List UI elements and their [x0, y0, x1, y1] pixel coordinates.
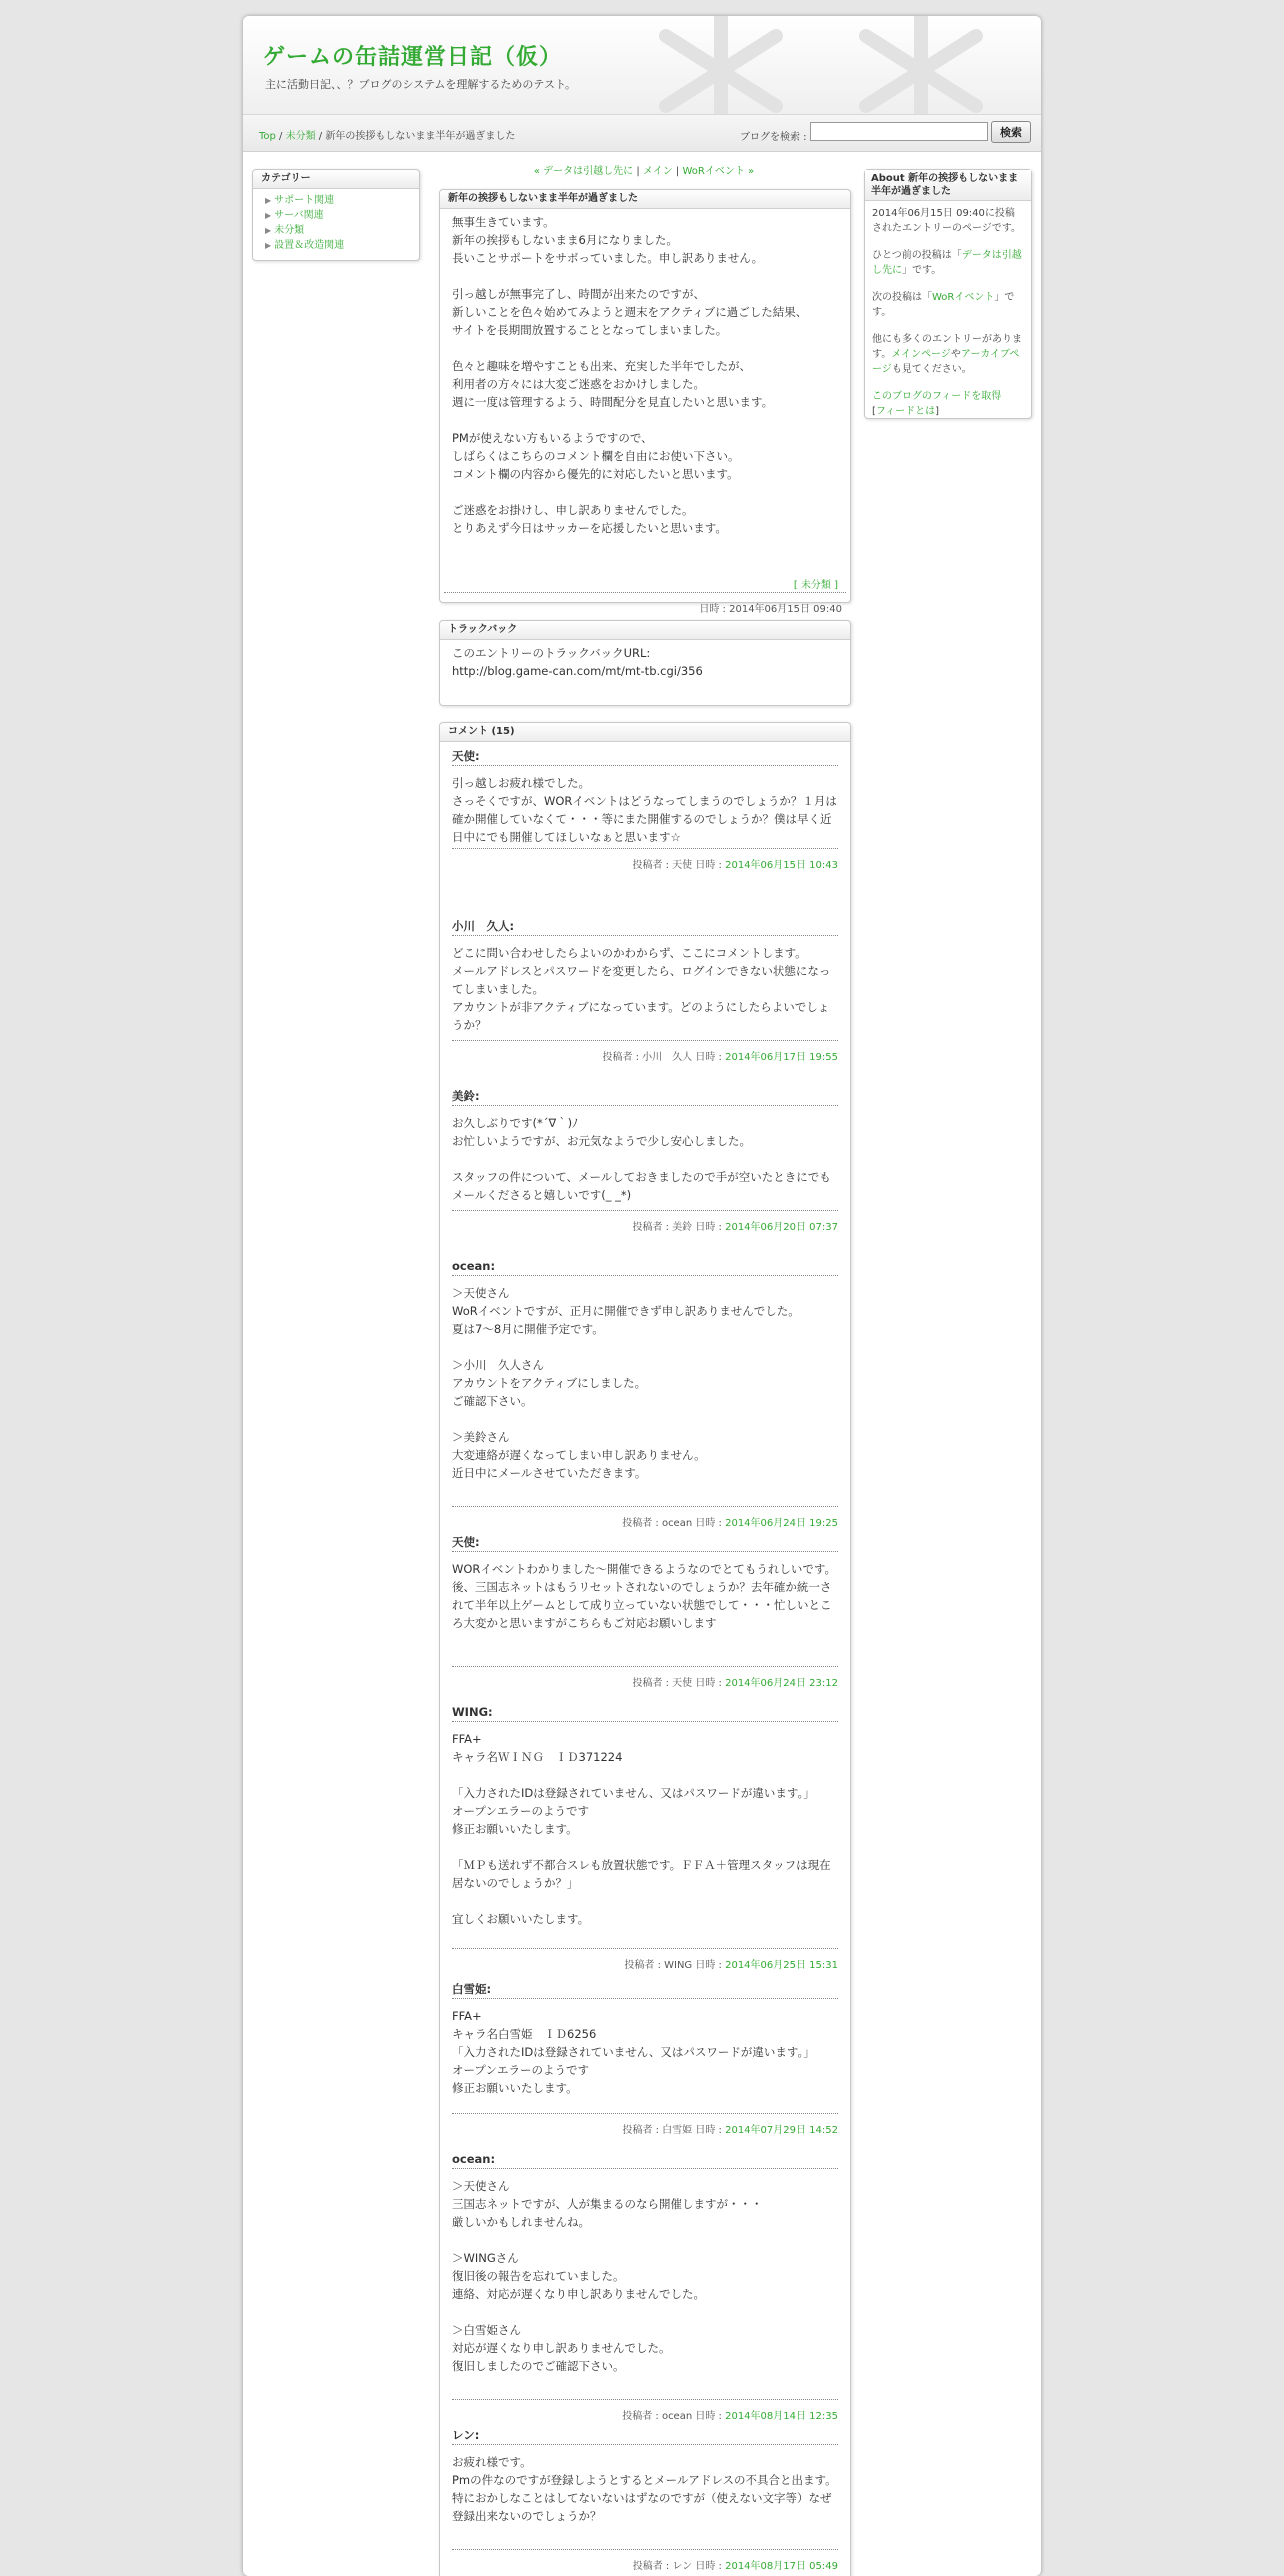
feed-help-link[interactable]: フィードとは: [875, 406, 936, 417]
entry-title: 新年の挨拶もしないまま半年が過ぎました: [440, 190, 850, 209]
search-input[interactable]: [810, 122, 988, 141]
comment-meta: 投稿者 : WING 日時 : 2014年06月25日 15:31: [624, 1960, 838, 1971]
category-item[interactable]: ▶ 未分類: [265, 225, 305, 236]
comment: [452, 1980, 838, 2136]
entry-post: [439, 189, 851, 615]
nav-bar: [243, 115, 1041, 152]
comment: [452, 747, 838, 871]
comment-author: 小川 久人:: [452, 919, 515, 933]
main-page-link[interactable]: メイン: [642, 166, 673, 177]
breadcrumb-category-link[interactable]: 未分類: [285, 131, 316, 142]
entry-date: 日時 : 2014年06月15日 09:40: [699, 604, 842, 615]
triangle-right-icon: ▶: [265, 211, 272, 220]
comment-author: ocean:: [452, 1259, 496, 1273]
page-container: [243, 16, 1041, 2576]
comment-meta: 投稿者 : 天使 日時 : 2014年06月15日 10:43: [632, 860, 838, 871]
about-more-text: 他にも多くのエントリーがあります。メインページやアーカイブページも見てください。: [872, 334, 1022, 375]
triangle-right-icon: ▶: [265, 196, 272, 205]
about-prev-text: ひとつ前の投稿は「データは引越し先に」です。: [872, 250, 1022, 276]
comment-body: ＞天使さん 三国志ネットですが、人が集まるのなら開催しますが・・・ 厳しいかもしれませんね。 ＞WINGさん 復旧後の報告を忘れていました。 連絡、対応が遅くなり申し訳ありませんでした。 ＞白雪姫さん 対応が遅くなり申し訳ありませんでした。 復旧しましたのでご確認下さい。: [452, 2179, 763, 2373]
about-next-text: 次の投稿は「WoRイベント」です。: [872, 292, 1015, 318]
comment-body: ＞天使さん WoRイベントですが、正月に開催できず申し訳ありませんでした。 夏は7～8月に開催予定です。 ＞小川 久人さん アカウントをアクティブにしました。 ご確認下さい。 ＞美鈴さん 大変連絡が遅くなってしまい申し訳ありません。 近日中にメールさせていただきます。: [452, 1286, 800, 1480]
entry-navigation: « データは引越し先に | メイン | WoRイベント »: [533, 166, 755, 177]
about-main-link[interactable]: メインページ: [891, 349, 951, 360]
blog-description: 主に活動日記、、？ブログのシステムを理解するためのテスト。: [265, 78, 576, 91]
about-prev-link[interactable]: データは引越し先に: [872, 250, 1022, 276]
comment-meta: 投稿者 : 美鈴 日時 : 2014年06月20日 07:37: [632, 1222, 838, 1233]
category-item[interactable]: ▶ サポート関連: [265, 195, 335, 206]
comment-permalink[interactable]: 2014年08月14日 12:35: [725, 2411, 838, 2422]
comment-meta: 投稿者 : ocean 日時 : 2014年06月24日 19:25: [622, 1518, 838, 1529]
about-title: About 新年の挨拶もしないまま半年が過ぎました: [865, 170, 1031, 201]
feed-help: [フィードとは]: [872, 406, 940, 417]
trackback-title: トラックバック: [440, 621, 850, 640]
triangle-right-icon: ▶: [265, 241, 272, 250]
comment: [452, 1257, 838, 1529]
category-item[interactable]: ▶ サーバ関連: [265, 210, 324, 221]
comment-permalink[interactable]: 2014年08月17日 05:49: [725, 2561, 838, 2572]
entry-category-link[interactable]: [ 未分類 ]: [793, 580, 838, 591]
comment-author: ocean:: [452, 2152, 496, 2166]
comment: [452, 2426, 838, 2572]
comments-panel: [439, 722, 851, 2576]
breadcrumb: Top / 未分類 / 新年の挨拶もしないまま半年が過ぎました: [259, 131, 516, 142]
comment-body: WORイベントわかりました～開催できるようなのでとてもうれしいです。 後、三国志ネットはもうリセットされないのでしょうか？去年確か統一されて半年以上ゲームとして成り立っていない状態でして・・・忙しいところ大変かと思いますがこちらもご対応お願いします: [452, 1562, 836, 1630]
comment-meta: 投稿者 : ocean 日時 : 2014年08月14日 12:35: [622, 2411, 838, 2422]
comment-body: お疲れ様です。 Pmの件なのですが登録しようとするとメールアドレスの不具合と出ます。 特におかしなことはしてないないはずなのですが（使えない文字等）なぜ登録出来ないのでしょうか？: [452, 2455, 837, 2523]
comment-meta: 投稿者 : 小川 久人 日時 : 2014年06月17日 19:55: [602, 1052, 838, 1063]
comment-body: どこに問い合わせしたらよいのかわからず、ここにコメントします。 メールアドレスとパスワードを変更したら、ログインできない状態になってしまいました。 アカウントが非アクティブになっています。どのようにしたらよいでしょうか？: [452, 946, 831, 1032]
comment: [452, 1533, 838, 1689]
comment: [452, 917, 838, 1063]
snowflake-decoration-icon: [611, 16, 1031, 115]
comment-body: 引っ越しお疲れ様でした。 さっそくですが、WORイベントはどうなってしまうのでしょうか？１月は確か開催していなくて・・・等にまた開催するのでしょうか？僕は早く近日中にでも開催してほしいなぁと思います☆: [452, 776, 837, 844]
breadcrumb-current: 新年の挨拶もしないまま半年が過ぎました: [325, 131, 516, 142]
entry-divider: [444, 592, 846, 593]
about-archive-link[interactable]: アーカイブページ: [872, 349, 1020, 375]
comments-title: コメント (15): [440, 723, 850, 742]
comment-body: FFA+ キャラ名ＷＩＮＧ ＩＤ371224 「入力されたIDは登録されていません、又はパスワードが違います。」 オープンエラーのようです 修正お願いいたします。 「ＭＰも送れず不都合スレも放置状態です。ＦＦＡ＋管理スタッフは現在居ないのでしょうか？」 宜しくお願いいたします。: [452, 1732, 831, 1926]
comment-meta: 投稿者 : 白雪姫 日時 : 2014年07月29日 14:52: [622, 2125, 838, 2136]
triangle-right-icon: ▶: [265, 226, 272, 235]
blog-title[interactable]: ゲームの缶詰運営日記（仮）: [263, 45, 563, 70]
next-entry-link[interactable]: WoRイベント »: [682, 166, 755, 177]
comment-author: 天使:: [452, 749, 480, 763]
feed-link[interactable]: このブログのフィードを取得: [872, 391, 1002, 402]
comment-permalink[interactable]: 2014年06月15日 10:43: [725, 860, 838, 871]
search-button[interactable]: 検索: [991, 121, 1031, 143]
about-panel: [864, 169, 1032, 419]
comment-permalink[interactable]: 2014年07月29日 14:52: [725, 2125, 838, 2136]
comment: [452, 1087, 838, 1233]
comment-author: 天使:: [452, 1535, 480, 1549]
comment-permalink[interactable]: 2014年06月24日 23:12: [725, 1678, 838, 1689]
prev-entry-link[interactable]: « データは引越し先に: [533, 166, 634, 177]
about-next-link[interactable]: WoRイベント: [932, 292, 995, 303]
comment-permalink[interactable]: 2014年06月20日 07:37: [725, 1222, 838, 1233]
comment: [452, 2150, 838, 2422]
comment-body: お久しぶりです(*´∇｀)ﾉ お忙しいようですが、お元気なようで少し安心しました。 スタッフの件について、メールしておきましたので手が空いたときにでもメールくださると嬉しいです(_ _*): [452, 1116, 831, 1202]
categories-panel: [252, 169, 420, 261]
comment-meta: 投稿者 : 天使 日時 : 2014年06月24日 23:12: [632, 1678, 838, 1689]
comment-permalink[interactable]: 2014年06月17日 19:55: [725, 1052, 838, 1063]
entry-body: 無事生きています。 新年の挨拶もしないまま6月になりました。 長いことサポートをサボっていました。申し訳ありません。 引っ越しが無事完了し、時間が出来たのですが、 新しいことを色々始めてみようと週末をアクティブに過ごした結果、 サイトを長期間放置することとなってしまいました。 色々と趣味を増やすことも出来、充実した半年でしたが、 利用者の方々には大変ご迷惑をおかけしました。 週に一度は管理するよう、時間配分を見直したいと思います。 PMが使えない方もいるようですので、 しばらくはこちらのコメント欄を自由にお使い下さい。 コメント欄の内容から優先的に対応したいと思います。 ご迷惑をお掛けし、申し訳ありませんでした。 とりあえず今日はサッカーを応援したいと思います。: [452, 215, 808, 535]
comment-meta: 投稿者 : レン 日時 : 2014年08月17日 05:49: [632, 2561, 838, 2572]
comment-permalink[interactable]: 2014年06月25日 15:31: [725, 1960, 838, 1971]
about-posted-text: 2014年06月15日 09:40に投稿されたエントリーのページです。: [872, 208, 1021, 234]
comment-author: 白雪姫:: [452, 1982, 492, 1996]
breadcrumb-top-link[interactable]: Top: [259, 131, 276, 142]
search-label: ブログを検索 :: [740, 132, 807, 143]
comment-permalink[interactable]: 2014年06月24日 19:25: [725, 1518, 838, 1529]
trackback-url: http://blog.game-can.com/mt/mt-tb.cgi/356: [452, 664, 703, 678]
header-banner: [243, 16, 1041, 115]
trackback-panel: [439, 620, 851, 706]
comment-body: FFA+ キャラ名白雪姫 ＩＤ6256 「入力されたIDは登録されていません、又はパスワードが違います。」 オープンエラーのようです 修正お願いいたします。: [452, 2009, 815, 2095]
category-item[interactable]: ▶ 設置＆改造関連: [265, 240, 345, 251]
comment: [452, 1703, 838, 1971]
comment-author: 美鈴:: [452, 1089, 480, 1103]
categories-title: カテゴリー: [253, 170, 419, 189]
comment-author: レン:: [452, 2428, 480, 2442]
comment-author: WING:: [452, 1705, 493, 1719]
trackback-label: このエントリーのトラックバックURL:: [452, 646, 651, 660]
